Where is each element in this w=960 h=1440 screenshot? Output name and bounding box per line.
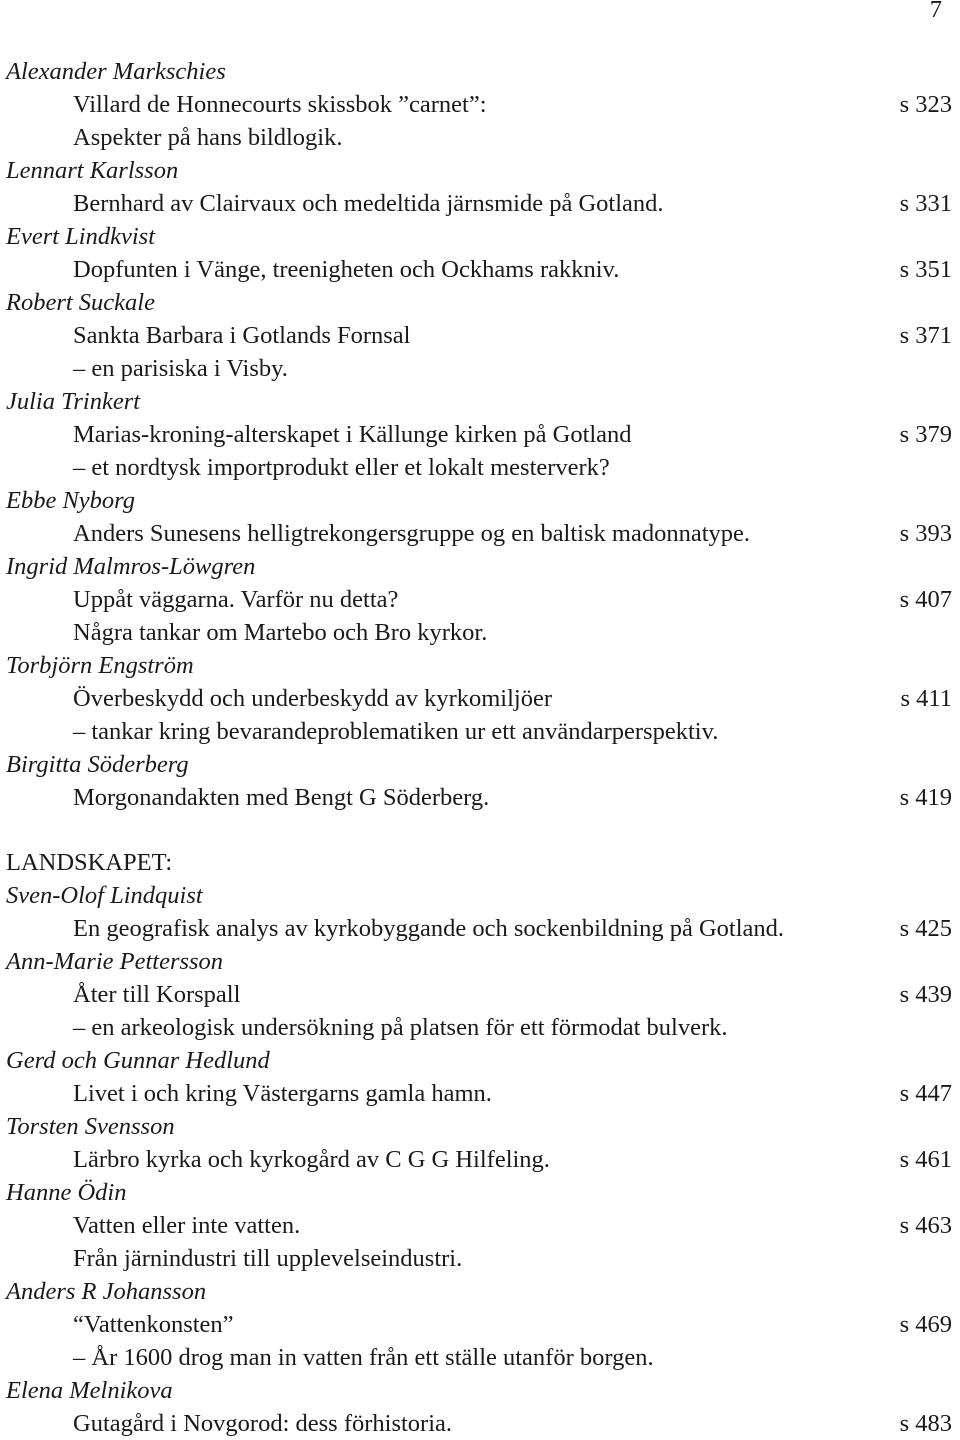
entry-title: Sankta Barbara i Gotlands Fornsal [73,322,411,349]
entry-page: s 379 [899,421,952,448]
entry-title: Lärbro kyrka och kyrkogård av C G G Hilfeling. [73,1146,550,1173]
entry-page: s 447 [899,1080,952,1107]
toc-entry [0,286,960,385]
section-gap [0,814,960,846]
entry-title-line [0,418,960,451]
entry-title: Vatten eller inte vatten. [73,1212,301,1239]
entry-title: Dopfunten i Vänge, treenigheten och Ockhams rakkniv. [73,256,620,283]
entry-title: Morgonandakten med Bengt G Söderberg. [73,784,490,811]
entry-title-line [0,978,960,1011]
entry-title-line [0,319,960,352]
entry-page: s 425 [899,915,952,942]
entry-title-line [0,1407,960,1440]
toc-entry [0,1275,960,1374]
entry-author: Hanne Ödin [6,1179,127,1206]
toc-entry [0,1044,960,1110]
entry-title-line [0,583,960,616]
entry-page: s 439 [899,981,952,1008]
entry-page: s 463 [899,1212,952,1239]
toc-entry [0,484,960,550]
entry-page: s 483 [899,1410,952,1437]
entry-author: Ingrid Malmros-Löwgren [6,553,256,580]
entry-title: Anders Sunesens helligtrekongersgruppe og en baltisk madonnatype. [73,520,751,547]
entry-subtitle: – tankar kring bevarandeproblematiken ur ett användarperspektiv. [73,718,719,745]
entry-page: s 469 [899,1311,952,1338]
toc-entry [0,945,960,1044]
entry-title: Åter till Korspall [73,981,241,1008]
entry-author: Ebbe Nyborg [6,487,136,514]
entry-author: Evert Lindkvist [6,223,156,250]
entry-title: Livet i och kring Västergarns gamla hamn. [73,1080,492,1107]
toc-entry [0,550,960,649]
entry-title-line [0,682,960,715]
entry-author: Julia Trinkert [6,388,141,415]
entry-author: Elena Melnikova [6,1377,173,1404]
entry-page: s 411 [900,685,952,712]
entry-author: Ann-Marie Pettersson [6,948,224,975]
toc-entry [0,1110,960,1176]
entry-page: s 407 [899,586,952,613]
entry-title-line [0,1209,960,1242]
entry-subtitle: – en arkeologisk undersökning på platsen för ett förmodat bulverk. [73,1014,728,1041]
entry-title: En geografisk analys av kyrkobyggande och sockenbildning på Gotland. [73,915,785,942]
entry-author: Sven-Olof Lindquist [6,882,203,909]
entry-page: s 323 [899,91,952,118]
toc-entry [0,1176,960,1275]
entry-subtitle: – en parisiska i Visby. [73,355,288,382]
entry-title: Gutagård i Novgorod: dess förhistoria. [73,1410,452,1437]
entry-subtitle: Aspekter på hans bildlogik. [73,124,343,151]
entry-page: s 393 [899,520,952,547]
entry-author: Birgitta Söderberg [6,751,189,778]
entry-subtitle: – År 1600 drog man in vatten från ett ställe utanför borgen. [73,1344,654,1371]
table-of-contents [0,55,960,1440]
toc-entry [0,879,960,945]
entry-page: s 351 [899,256,952,283]
entry-author: Anders R Johansson [6,1278,207,1305]
toc-entry [0,55,960,154]
entry-title: Marias-kroning-alterskapet i Källunge kirken på Gotland [73,421,632,448]
entry-title-line [0,187,960,220]
entry-title-line [0,253,960,286]
entry-page: s 419 [899,784,952,811]
toc-entry [0,154,960,220]
entry-title-line [0,781,960,814]
entry-author: Lennart Karlsson [6,157,179,184]
entry-page: s 461 [899,1146,952,1173]
entry-subtitle: Några tankar om Martebo och Bro kyrkor. [73,619,488,646]
page-number: 7 [929,0,942,23]
entry-author: Alexander Markschies [6,58,226,85]
entry-title: Överbeskydd och underbeskydd av kyrkomiljöer [73,685,552,712]
toc-entry [0,385,960,484]
entry-subtitle: – et nordtysk importprodukt eller et lokalt mesterverk? [73,454,610,481]
entry-title-line [0,1308,960,1341]
entry-title-line [0,1143,960,1176]
entry-author: Torbjörn Engström [6,652,194,679]
entry-title: Bernhard av Clairvaux och medeltida järnsmide på Gotland. [73,190,664,217]
toc-entry [0,649,960,748]
entry-author: Robert Suckale [6,289,155,316]
entry-title: Villard de Honnecourts skissbok ”carnet”: [73,91,487,118]
entry-author: Gerd och Gunnar Hedlund [6,1047,270,1074]
entry-title-line [0,88,960,121]
entry-subtitle: Från järnindustri till upplevelseindustri. [73,1245,463,1272]
entry-author: Torsten Svensson [6,1113,175,1140]
toc-entry [0,748,960,814]
entry-title: Uppåt väggarna. Varför nu detta? [73,586,399,613]
toc-entry [0,1374,960,1440]
entry-title-line [0,912,960,945]
entry-title-line [0,517,960,550]
toc-entry [0,220,960,286]
entry-title: “Vattenkonsten” [73,1311,234,1338]
entry-title-line [0,1077,960,1110]
entry-page: s 331 [899,190,952,217]
entry-page: s 371 [899,322,952,349]
section-heading: LANDSKAPET: [6,849,173,876]
